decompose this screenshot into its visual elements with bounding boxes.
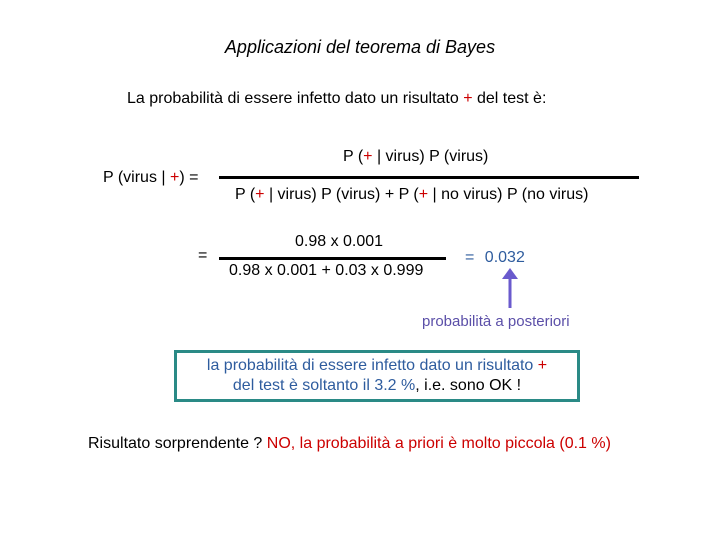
up-arrow-icon	[498, 268, 522, 310]
numeric-numerator: 0.98 x 0.001	[295, 233, 384, 250]
box-line-1-text: la probabilità di essere infetto dato un risultato	[206, 357, 538, 374]
conclusion-answer: NO, la probabilità a priori è molto piccola (0.1 %)	[266, 435, 611, 452]
den-part-a: P (	[235, 186, 256, 203]
den-part-c: | no virus) P (no virus)	[428, 186, 589, 203]
den-part-b: | virus) P (virus) + P (	[264, 186, 419, 203]
intro-text-end: del test è:	[472, 90, 547, 107]
box-line-2	[177, 376, 577, 396]
formula-fraction-bar	[219, 176, 639, 179]
num-part-a: P (	[343, 148, 364, 165]
numeric-equals-sign: =	[198, 247, 208, 264]
intro-text	[127, 90, 546, 108]
formula-denominator	[235, 186, 588, 204]
box-line-2-text: del test è soltanto il	[232, 377, 375, 394]
box-line-2-end: , i.e. sono OK !	[415, 377, 522, 394]
intro-plus-sign: +	[463, 90, 473, 107]
numeric-result	[465, 249, 525, 267]
box-line-1	[177, 356, 577, 376]
intro-text-start: La probabilità di essere infetto dato un risultato	[127, 90, 464, 107]
conclusion-text	[88, 435, 611, 453]
num-part-b: | virus) P (virus)	[372, 148, 489, 165]
formula-numerator	[343, 148, 488, 166]
numeric-fraction-bar	[219, 257, 446, 260]
den-plus-sign-2: +	[418, 186, 429, 203]
slide-title: Applicazioni del teorema di Bayes	[224, 37, 496, 57]
result-value: 0.032	[484, 249, 525, 266]
box-plus-sign: +	[537, 357, 548, 374]
num-plus-sign: +	[363, 148, 373, 165]
posterior-label: probabilità a posteriori	[422, 313, 570, 330]
lhs-plus-sign: +	[169, 169, 180, 186]
result-equals-sign: =	[465, 249, 475, 266]
lhs-part-b: ) =	[179, 169, 199, 186]
highlight-box	[174, 350, 580, 402]
lhs-part-a: P (virus |	[103, 169, 170, 186]
conclusion-question: Risultato sorprendente ?	[88, 435, 267, 452]
box-percentage: 3.2 %	[374, 377, 416, 394]
formula-lhs	[103, 169, 198, 187]
numeric-denominator: 0.98 x 0.001 + 0.03 x 0.999	[229, 262, 424, 279]
den-plus-sign-1: +	[255, 186, 265, 203]
